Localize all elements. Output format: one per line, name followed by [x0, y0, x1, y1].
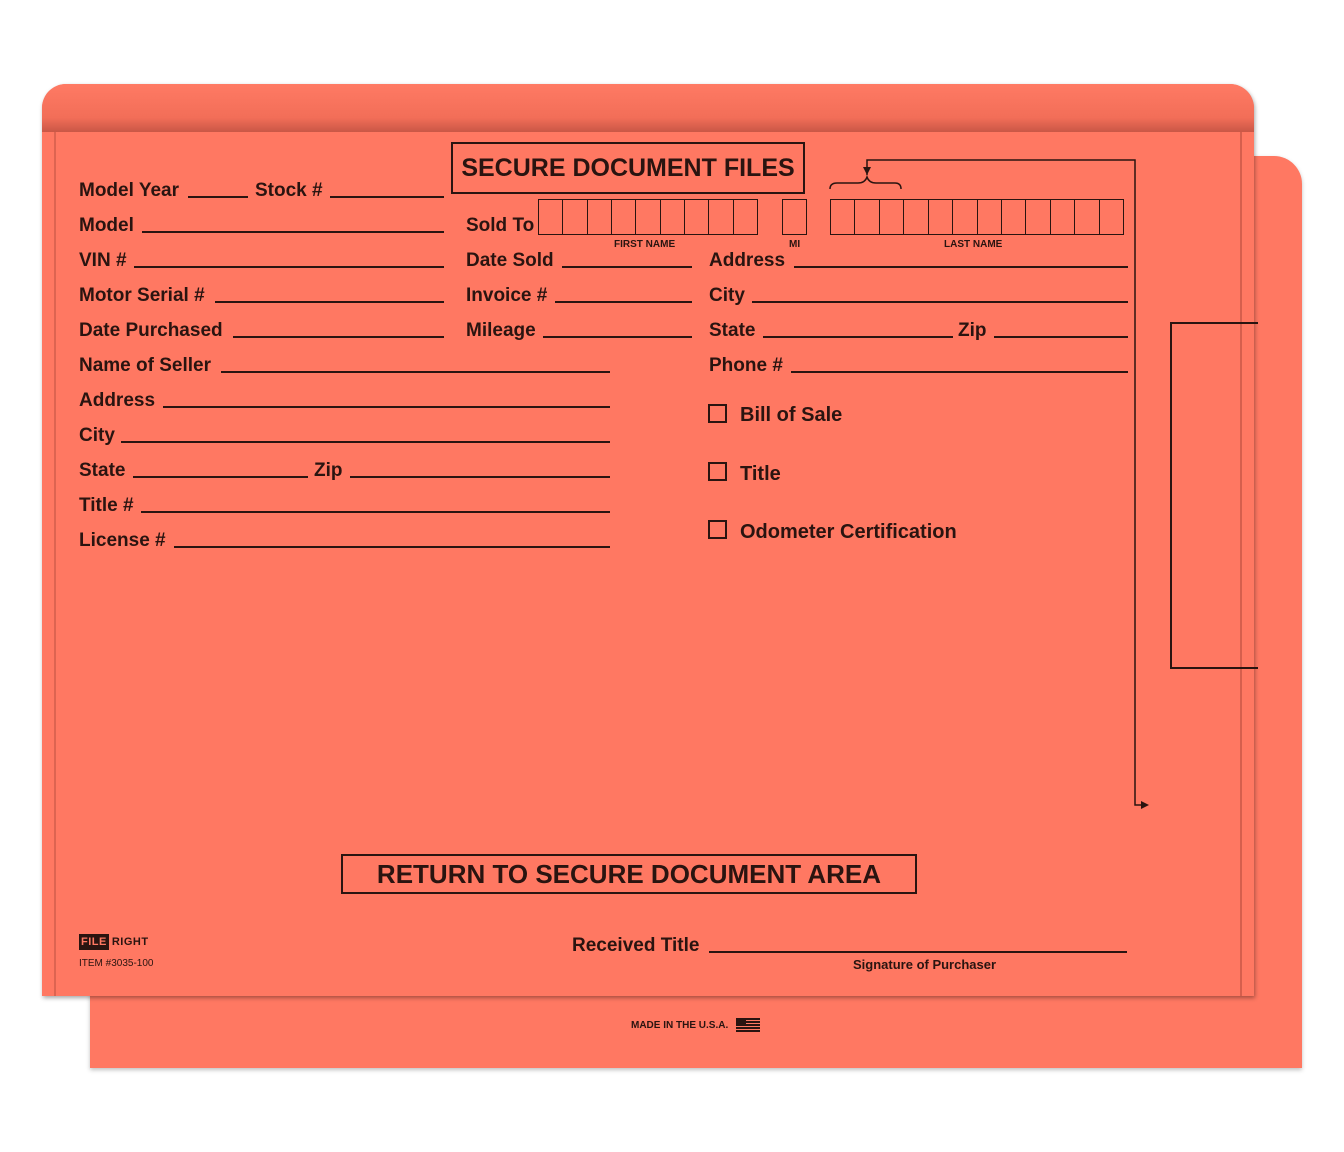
title-checkbox-label: Title — [740, 463, 781, 485]
return-banner: RETURN TO SECURE DOCUMENT AREA — [341, 854, 917, 894]
logo-file-text: FILE — [81, 936, 107, 948]
received-title-label: Received Title — [572, 935, 700, 956]
date-sold-field[interactable] — [562, 266, 692, 268]
first-name-boxes[interactable] — [538, 199, 758, 235]
invoice-field[interactable] — [555, 301, 692, 303]
last-name-caption: LAST NAME — [944, 239, 1003, 250]
seller-city-label: City — [79, 425, 115, 446]
model-label: Model — [79, 215, 134, 236]
name-of-seller-field[interactable] — [221, 371, 610, 373]
buyer-state-label: State — [709, 320, 756, 341]
seller-zip-label: Zip — [314, 460, 343, 481]
buyer-city-label: City — [709, 285, 745, 306]
received-title-signature-field[interactable] — [709, 951, 1127, 953]
license-field[interactable] — [174, 546, 610, 548]
name-of-seller-label: Name of Seller — [79, 355, 211, 376]
license-label: License # — [79, 530, 166, 551]
seller-state-field[interactable] — [133, 476, 308, 478]
bill-of-sale-checkbox[interactable] — [708, 404, 727, 423]
invoice-label: Invoice # — [466, 285, 548, 306]
seller-city-field[interactable] — [121, 441, 610, 443]
item-number: ITEM #3035-100 — [79, 958, 154, 969]
odometer-label: Odometer Certification — [740, 521, 957, 543]
mileage-label: Mileage — [466, 320, 536, 341]
logo-right-text: RIGHT — [111, 936, 149, 948]
date-purchased-label: Date Purchased — [79, 320, 223, 341]
model-field[interactable] — [142, 231, 444, 233]
vin-field[interactable] — [134, 266, 444, 268]
file-right-logo — [79, 933, 149, 951]
folder-tab-shadow — [42, 84, 1254, 132]
us-flag-icon — [736, 1018, 760, 1032]
seller-address-label: Address — [79, 390, 156, 411]
seller-zip-field[interactable] — [350, 476, 610, 478]
form-title: SECURE DOCUMENT FILES — [451, 142, 805, 194]
first-name-caption: FIRST NAME — [614, 239, 676, 250]
title-number-label: Title # — [79, 495, 134, 516]
date-sold-label: Date Sold — [466, 250, 554, 271]
window-frame — [1170, 322, 1258, 669]
stock-label: Stock # — [255, 180, 323, 201]
buyer-zip-label: Zip — [958, 320, 987, 341]
fold-line — [54, 132, 56, 996]
model-year-label: Model Year — [79, 180, 179, 201]
sold-to-label: Sold To — [466, 215, 535, 236]
odometer-checkbox[interactable] — [708, 520, 727, 539]
routing-arrow-icon — [825, 155, 1165, 815]
model-year-field[interactable] — [188, 196, 248, 198]
seller-address-field[interactable] — [163, 406, 610, 408]
buyer-address-label: Address — [709, 250, 786, 271]
motor-serial-label: Motor Serial # — [79, 285, 205, 306]
mileage-field[interactable] — [543, 336, 692, 338]
bill-of-sale-label: Bill of Sale — [740, 404, 843, 426]
mi-caption: MI — [789, 239, 801, 250]
title-number-field[interactable] — [141, 511, 610, 513]
stock-field[interactable] — [330, 196, 444, 198]
date-purchased-field[interactable] — [233, 336, 444, 338]
signature-caption: Signature of Purchaser — [853, 957, 997, 972]
made-in-usa-label: MADE IN THE U.S.A. — [631, 1020, 729, 1031]
phone-label: Phone # — [709, 355, 783, 376]
middle-initial-box[interactable] — [782, 199, 807, 235]
seller-state-label: State — [79, 460, 126, 481]
vin-label: VIN # — [79, 250, 127, 271]
title-checkbox[interactable] — [708, 462, 727, 481]
motor-serial-field[interactable] — [215, 301, 444, 303]
